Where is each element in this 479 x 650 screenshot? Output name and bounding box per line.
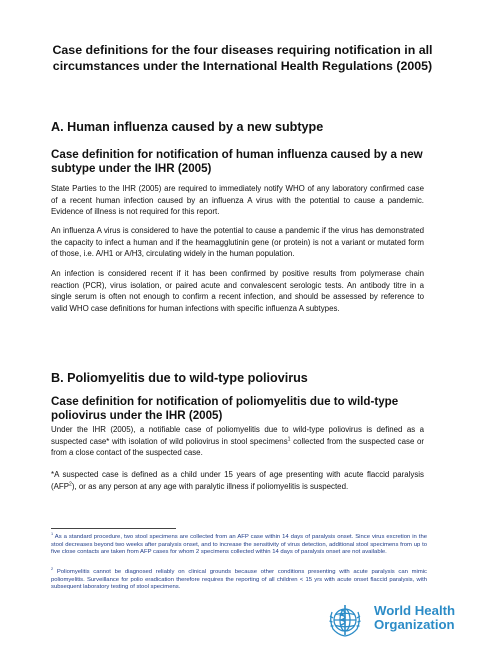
section-b-p2-text-cont: ), or as any person at any age with paralytic illness if poliomyelitis is suspected. [71,481,349,491]
who-logo-text [374,604,474,632]
who-logo-line-2: Organization [374,617,455,632]
section-b-p2-text: *A suspected case is defined as a child under 15 years of age presenting with acute flaccid paralysis (AFP [51,470,424,491]
section-a-subheading: Case definition for notification of human influenza caused by a new subtype under the IHR (2005) [51,148,423,175]
footnote-divider [51,528,176,529]
section-b-p1-text: Under the IHR (2005), a notifiable case of poliomyelitis due to wild-type poliovirus is defined as a suspected case* with isolation of wild poliovirus in stool specimens [51,425,424,446]
footnote-2-marker: 2 [51,567,54,572]
section-a-paragraph-1: State Parties to the IHR (2005) are required to immediately notify WHO of any laboratory confirmed case of a recent human infection caused by an influenza A virus with the potential to cause a pandemic. Evidence of illness is not required for this report. [51,184,424,217]
document-title: Case definitions for the four diseases requiring notification in all circumstances under the International Health Regulations (2005) [52,43,433,73]
section-a-paragraph-3: An infection is considered recent if it has been confirmed by positive results from polymerase chain reaction (PCR), virus isolation, or paired acute and convalescent serologic tests. An antibody titre in a single serum is often not enough to confirm a recent infection, and should be assessed by reference to valid WHO case definitions for human infections with specific influenza A subtypes. [51,269,424,313]
section-b-p1-text-cont: collected from the suspected case or from a close contact of the suspected case. [51,436,425,458]
footnote-ref-2: 2 [68,480,72,487]
footnote-ref-1: 1 [287,435,291,442]
section-b-paragraph-1 [51,424,424,459]
section-b-subheading: Case definition for notification of poliomyelitis due to wild-type poliovirus under the IHR (2005) [51,395,399,422]
footnote-1-text: As a standard procedure, two stool specimens are collected from an AFP case within 14 days of paralysis onset. Since virus excretion in the stool decreases beyond two weeks after paralysis onset, and to increase the sensitivity of virus detection, additional stool specimens from up to five close contacts are taken from AFP cases for whom 2 specimens collected within 14 days of paralysis onset are not available. [51,534,427,556]
footnote-2-text: Poliomyelitis cannot be diagnosed reliably on clinical grounds because other conditions presenting with acute paralysis can mimic poliomyelitis. Surveillance for polio eradication therefore requires the reporting of all children < 15 yrs with acute onset flaccid paralysis, with subsequent laboratory testing of stool specimens. [51,569,427,591]
section-b-paragraph-2 [51,469,424,492]
footnote-1-marker: 1 [51,532,54,537]
who-logo-line-1: World Health [374,603,456,618]
section-a-heading: A. Human influenza caused by a new subtype [51,120,324,134]
footnote-2 [51,569,427,592]
section-a-paragraph-2: An influenza A virus is considered to have the potential to cause a pandemic if the virus has demonstrated the capacity to infect a human and if the heamagglutinin gene (or protein) is not a variant or mutated form of those, i.e. A/H1 or A/H3, circulating widely in the human population. [51,226,424,259]
section-b-heading: B. Poliomyelitis due to wild-type poliovirus [51,371,308,385]
footnote-1 [51,534,427,557]
